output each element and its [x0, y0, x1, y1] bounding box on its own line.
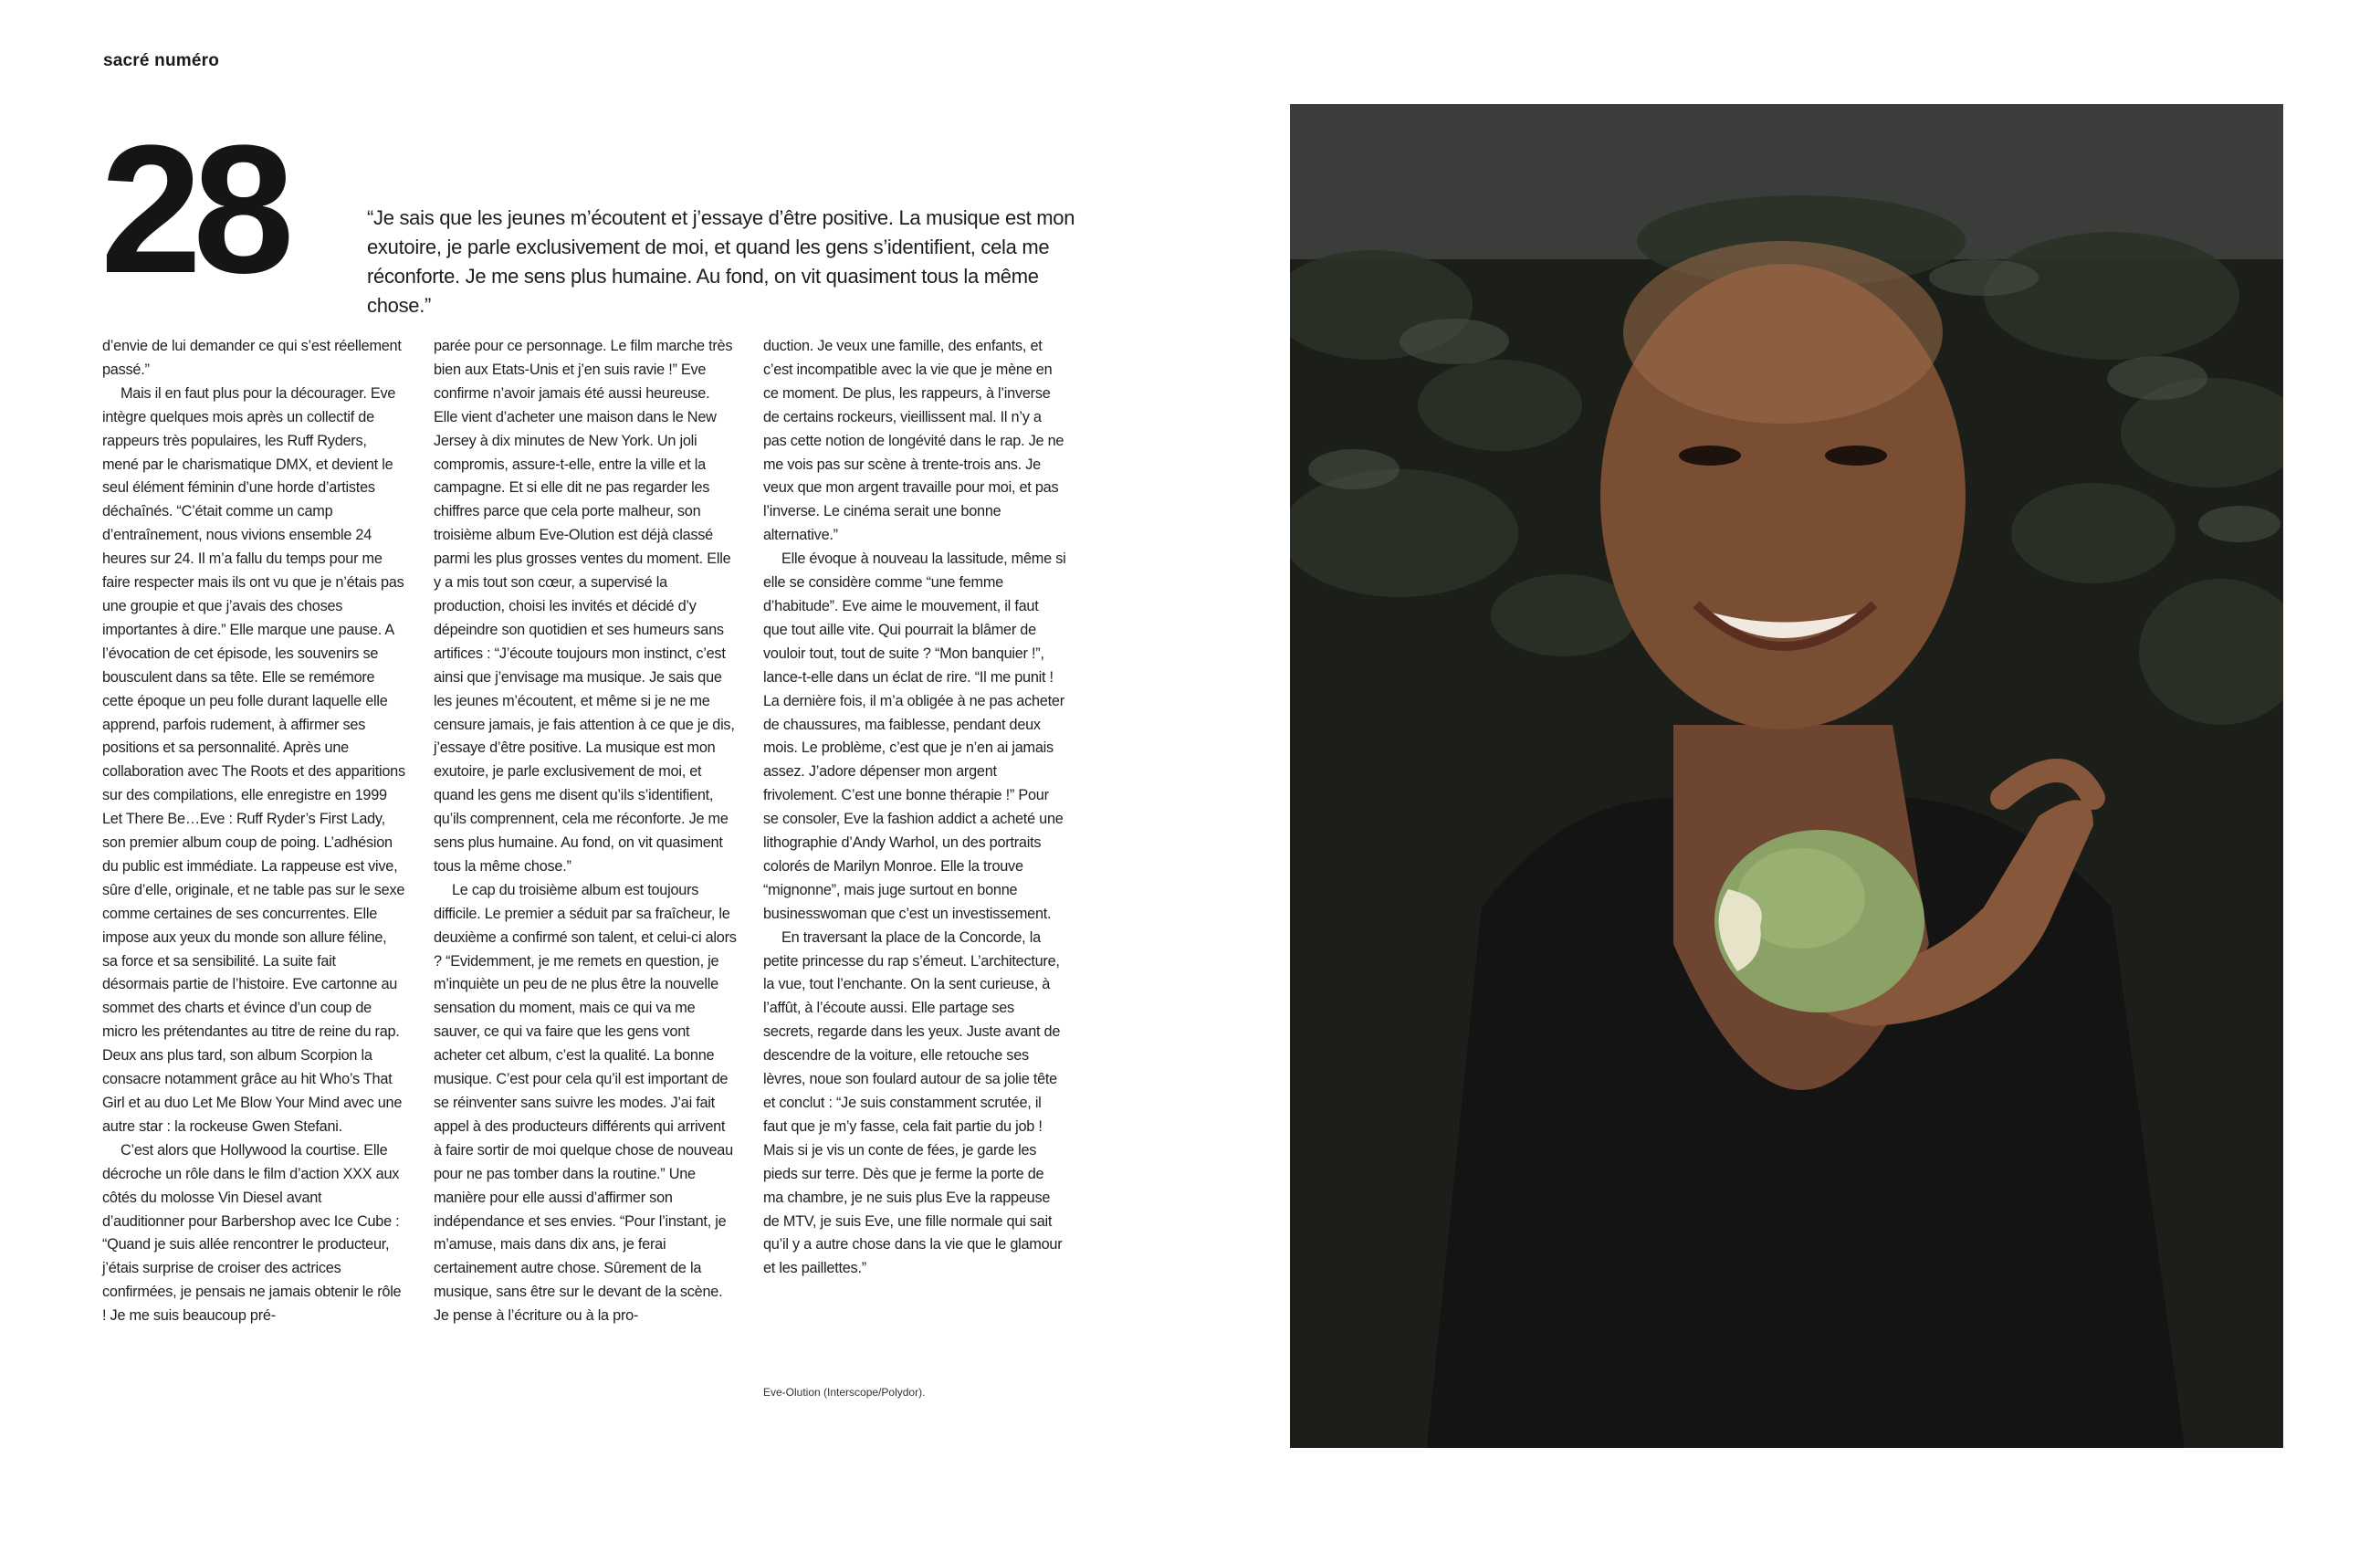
- text-column-3: [763, 335, 1066, 1281]
- photo-caption: Eve-Olution (Interscope/Polydor).: [763, 1386, 926, 1399]
- section-label: sacré numéro: [103, 51, 220, 70]
- paragraph: C’est alors que Hollywood la courtise. Elle décroche un rôle dans le film d’action XXX aux côtés du molosse Vin Diesel avant d’auditionner pour Barbershop avec Ice Cube : “Quand je suis allée rencontrer le producteur, j’étais surprise de croiser des actrices confirmées, je pensais ne jamais obtenir le rôle ! Je me suis beaucoup pré-: [102, 1141, 402, 1325]
- pull-quote: “Je sais que les jeunes m’écoutent et j’essaye d’être positive. La musique est mon exutoire, je parle exclusivement de moi, et quand les gens s’identifient, cela me réconforte. Je me sens plus humaine. Au fond, on vit quasiment tous la même chose.”: [367, 206, 1075, 317]
- paragraph: Elle évoque à nouveau la lassitude, même si elle se considère comme “une femme d’habitude”. Eve aime le mouvement, il faut que tout aille vite. Qui pourrait la blâmer de vouloir tout, tout de suite ? “Mon banquier !”, lance-t-elle dans un éclat de rire. “Il me punit ! La dernière fois, il m’a obligée à ne pas acheter de chaussures, ma faiblesse, pendant deux mois. Le problème, c’est que je n’en ai jamais assez. J’adore dépenser mon argent frivolement. C’est une bonne thérapie !” Pour se consoler, Eve la fashion addict a acheté une lithographie d’Andy Warhol, un des portraits colorés de Marilyn Monroe. Elle la trouve “mignonne”, mais juge surtout en bonne businesswoman que c’est un investissement.: [763, 551, 1066, 922]
- paragraph: d’envie de lui demander ce qui s’est réellement passé.”: [102, 338, 402, 378]
- paragraph: Le cap du troisième album est toujours difficile. Le premier a séduit par sa fraîcheur, le deuxième a confirmé son talent, et celui-ci alors ? “Evidemment, je me remets en question, je m’inquiète un peu de ne plus être la nouvelle sensation du moment, mais ce qui va me sauver, ce qui va faire que les gens vont acheter cet album, c’est la qualité. La bonne musique. C’est pour cela qu’il est important de se réinventer sans suivre les modes. J’ai fait appel à des producteurs différents qui arrivent à faire sortir de moi quelque chose de nouveau pour ne pas tomber dans la routine.” Une manière pour elle aussi d’affirmer son indépendance et ses envies. “Pour l’instant, je m’amuse, mais dans dix ans, je ferai certainement autre chose. Sûrement de la musique, sans être sur le devant de la scène. Je pense à l’écriture ou à la pro-: [434, 881, 737, 1325]
- paragraph: parée pour ce personnage. Le film marche très bien aux Etats-Unis et j’en suis ravie !” Eve confirme n’avoir jamais été aussi heureuse. Elle vient d’acheter une maison dans le New Jersey à dix minutes de New York. Un joli compromis, assure-t-elle, entre la ville et la campagne. Et si elle dit ne pas regarder les chiffres parce que cela porte malheur, son troisième album Eve-Olution est déjà classé parmi les plus grosses ventes du moment. Elle y a mis tout son cœur, a supervisé la production, choisi les invités et décidé d’y dépeindre son quotidien et ses humeurs sans artifices : “J’écoute toujours mon instinct, c’est ainsi que j’envisage ma musique. Je sais que les jeunes m’écoutent, et même si je ne me censure jamais, je fais attention à ce que je dis, j’essaye d’être positive. La musique est mon exutoire, je parle exclusivement de moi, et quand les gens me disent qu’ils s’identifient, qu’ils comprennent, cela me réconforte. Je me sens plus humaine. Au fond, on vit quasiment tous la même chose.”: [434, 338, 735, 875]
- article-number: 28: [100, 108, 286, 311]
- text-column-1: [102, 335, 405, 1328]
- paragraph: Mais il en faut plus pour la décourager. Eve intègre quelques mois après un collectif de rappeurs très populaires, les Ruff Ryders, mené par le charismatique DMX, et devient le seul élément féminin d’une horde d’artistes déchaînés. “C’était comme un camp d’entraînement, nous vivions ensemble 24 heures sur 24. Il m’a fallu du temps pour me faire respecter mais ils ont vu que je n’étais pas une groupie et que j’avais des choses importantes à dire.” Elle marque une pause. A l’évocation de cet épisode, les souvenirs se bousculent dans sa tête. Elle se remémore cette époque un peu folle durant laquelle elle apprend, parfois rudement, à affirmer ses positions et sa personnalité. Après une collaboration avec The Roots et des apparitions sur des compilations, elle enregistre en 1999 Let There Be…Eve : Ruff Ryder’s First Lady, son premier album coup de poing. L’adhésion du public est immédiate. La rappeuse est vive, sûre d’elle, originale, et ne table pas sur le sexe comme certaines de ses concurrentes. Elle impose aux yeux du monde son allure féline, sa force et sa sensibilité. La suite fait désormais partie de l’histoire. Eve cartonne au sommet des charts et évince d’un coup de micro les prétendantes au titre de reine du rap. Deux ans plus tard, son album Scorpion la consacre notamment grâce au hit Who’s That Girl et au duo Let Me Blow Your Mind avec une autre star : la rockeuse Gwen Stefani.: [102, 384, 405, 1135]
- text-column-2: [434, 335, 737, 1328]
- portrait-photo: [1290, 104, 2283, 1448]
- paragraph: En traversant la place de la Concorde, la petite princesse du rap s’émeut. L’architecture, la vue, tout l’enchante. On la sent curieuse, à l’affût, à l’écoute aussi. Elle partage ses secrets, regarde dans les yeux. Juste avant de descendre de la voiture, elle retouche ses lèvres, noue son foulard autour de sa jolie tête et conclut : “Je suis constamment scrutée, il faut que je m’y fasse, cela fait partie du job ! Mais si je vis un conte de fées, je garde les pieds sur terre. Dès que je ferme la porte de ma chambre, je ne suis plus Eve la rappeuse de MTV, je suis Eve, une fille normale qui sait qu’il y a autre chose dans la vie que le glamour et les paillettes.”: [763, 928, 1063, 1277]
- paragraph: duction. Je veux une famille, des enfants, et c’est incompatible avec la vie que je mène en ce moment. De plus, les rappeurs, à l’inverse de certains rockeurs, vieillissent mal. Il n’y a pas cette notion de longévité dans le rap. Je ne me vois pas sur scène à trente-trois ans. Je veux que mon argent travaille pour moi, et pas l’inverse. Le cinéma serait une bonne alternative.”: [763, 338, 1064, 544]
